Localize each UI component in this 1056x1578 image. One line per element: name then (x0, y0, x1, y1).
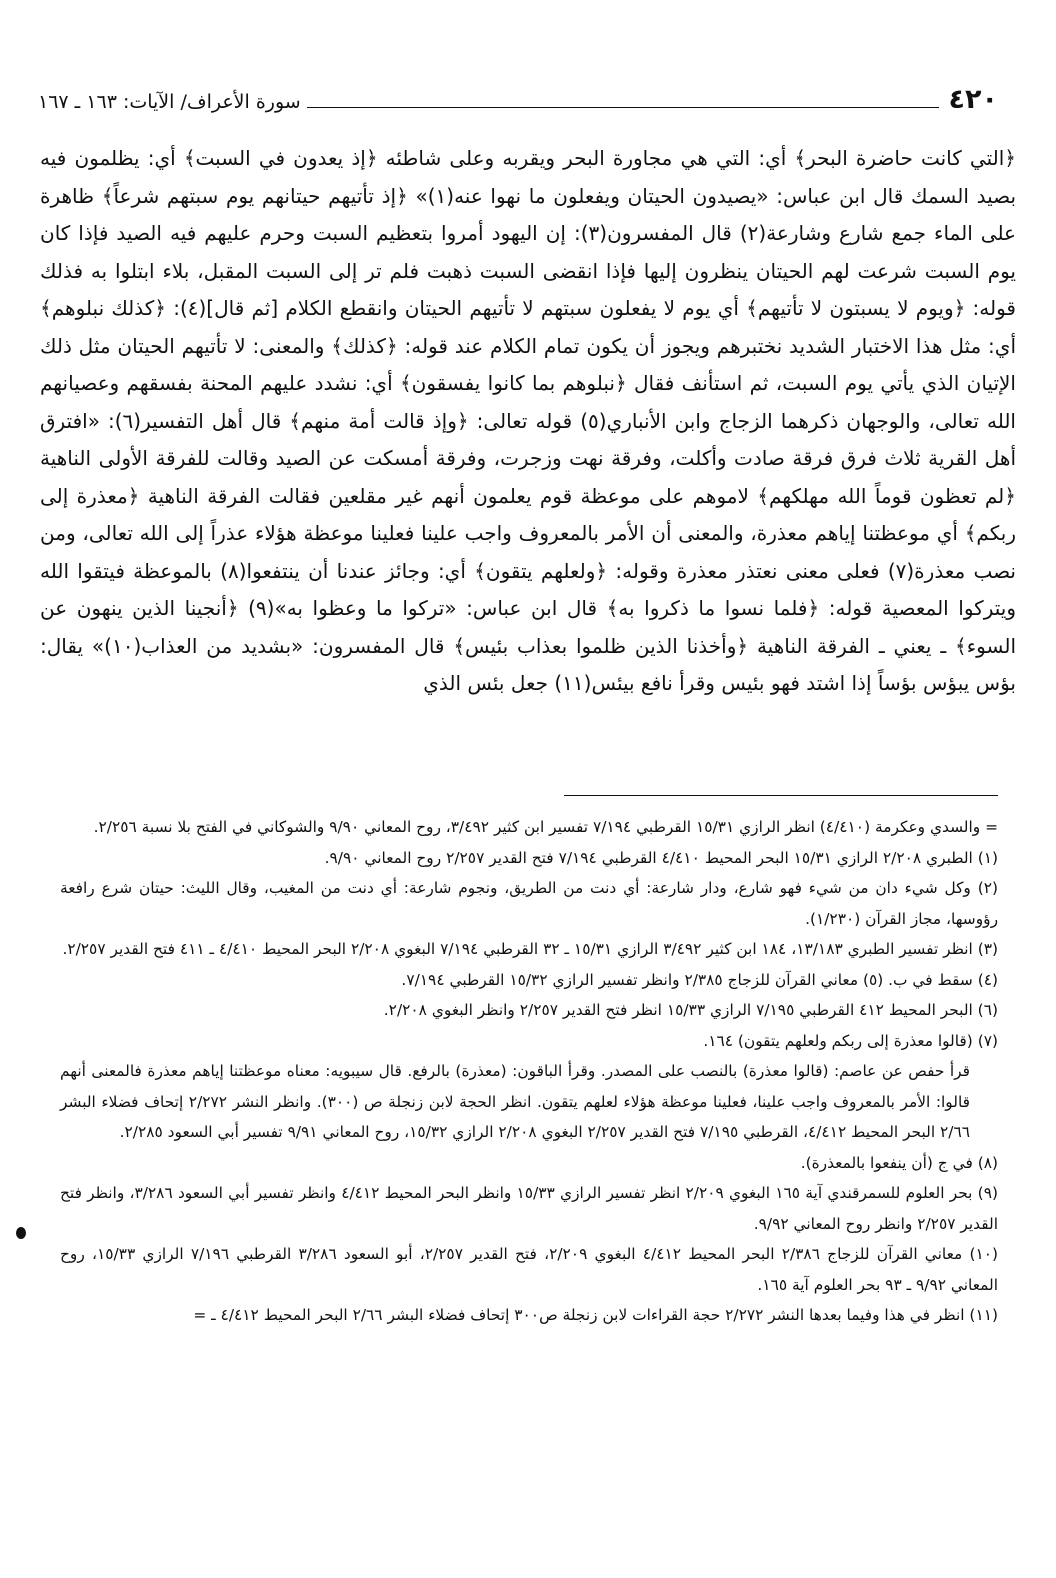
margin-ink-dot (16, 1227, 26, 1239)
footnote-separator (564, 795, 998, 796)
footnote-9: (٩) بحر العلوم للسمرقندي آية ١٦٥ البغوي ٢/٢٠٩ انظر تفسير الرازي ١٥/٣٣ وانظر البحر المحيط ٤/٤١٢ وانظر تفسير أبي السعود ٣/٢٨٦، وانظر فتح القدير ٢/٢٥٧ وانظر روح المعاني ٩/٩٢. (60, 1184, 998, 1233)
header-rule (307, 107, 939, 108)
footnote-11: (١١) انظر في هذا وفيما بعدها النشر ٢/٢٧٢ حجة القراءات لابن زنجلة ص٣٠٠ إتحاف فضلاء البشر ٢/٦٦ البحر المحيط ٤/٤١٢ ـ = (193, 1306, 998, 1324)
footnote-4-5: (٤) سقط في ب. (٥) معاني القرآن للزجاج ٢/٣٨٥ وانظر تفسير الرازي ١٥/٣٢ القرطبي ٧/١٩٤. (401, 970, 998, 989)
footnote-7-note: قرأ حفص عن عاصم: (قالوا معذرة) بالنصب على المصدر. وقرأ الباقون: (معذرة) بالرفع. قال سيبويه: معناه موعظتنا إياهم معذرة فالمعنى أنهم قالوا: الأمر بالمعروف واجب علينا، فعلينا موعظة هؤلاء لعلهم يتقون. انظر الحجة لابن زنجلة ص (٣٠٠). وانظر النشر ٢/٢٧٢ إتحاف فضلاء البشر ٢/٦٦ البحر المحيط ٤/٤١٢، القرطبي ٧/١٩٥ فتح القدير ٢/٢٥٧ البغوي ٢/٢٠٨ الرازي ١٥/٣٢، روح المعاني ٩/٩١ تفسير أبي السعود ٢/٢٨٥. (60, 1062, 970, 1141)
footnote-7: (٧) (قالوا معذرة إلى ربكم ولعلهم يتقون) ١٦٤. (703, 1031, 998, 1050)
footnote-1: (١) الطبري ٢/٢٠٨ الرازي ١٥/٣١ البحر المحيط ٤/٤١٠ القرطبي ٧/١٩٤ فتح القدير ٢/٢٥٧ روح المعاني ٩/٩٠. (324, 848, 998, 867)
footnote-10: (١٠) معاني القرآن للزجاج ٢/٣٨٦ البحر المحيط ٤/٤١٢ البغوي ٢/٢٠٩، فتح القدير ٢/٢٥٧، أبو السعود ٣/٢٨٦ القرطبي ٧/١٩٦ الرازي ١٥/٣٣، روح المعاني ٩/٩٢ ـ ٩٣ بحر العلوم آية ١٦٥. (60, 1245, 999, 1294)
footnote-3: (٣) انظر تفسير الطبري ١٣/١٨٣، ١٨٤ ابن كثير ٣/٤٩٢ الرازي ١٥/٣١ ـ ٣٢ القرطبي ٧/١٩٤ البغوي ٢/٢٠٨ البحر المحيط ٤/٤١٠ ـ ٤١١ فتح القدير ٢/٢٥٧. (62, 940, 998, 958)
footnote-2: (٢) وكل شيء دان من شيء فهو شارع، ودار شارعة: أي دنت من الطريق، ونجوم شارعة: أي دنت من المغيب، وقال الليث: حيتان شرع رافعة رؤوسها، مجاز القرآن (١/٢٣٠). (60, 879, 998, 928)
page-header (38, 82, 998, 114)
page-number: ٤٢٠ (948, 84, 998, 115)
footnote-6: (٦) البحر المحيط ٤١٢ القرطبي ٧/١٩٥ الرازي ١٥/٣٣ انظر فتح القدير ٢/٢٥٧ وانظر البغوي ٢/٢٠٨. (383, 1001, 998, 1019)
footnotes (60, 812, 998, 1331)
running-title: سورة الأعراف/ الآيات: ١٦٣ ـ ١٦٧ (38, 91, 301, 113)
body-text: ﴿التي كانت حاضرة البحر﴾ أي: التي هي مجاورة البحر ويقربه وعلى شاطئه ﴿إذ يعدون في السبت﴾ أي: يظلمون فيه بصيد السمك قال ابن عباس: «يصيدون الحيتان ويفعلون ما نهوا عنه(١)» ﴿إذ تأتيهم حيتانهم يوم سبتهم شرعاً﴾ ظاهرة على الماء جمع شارع وشارعة(٢) قال المفسرون(٣): إن اليهود أمروا بتعظيم السبت وحرم عليهم فيه الصيد فإذا كان يوم السبت شرعت لهم الحيتان ينظرون إليها فإذا انقضى السبت ذهبت فلم تر إلى السبت المقبل، بلاء ابتلوا به فذلك قوله: ﴿ويوم لا يسبتون لا تأتيهم﴾ أي يوم لا يفعلون سبتهم لا تأتيهم الحيتان وانقطع الكلام [ثم قال](٤): ﴿كذلك نبلوهم﴾ أي: مثل هذا الاختبار الشديد نختبرهم ويجوز أن يكون تمام الكلام عند قوله: ﴿كذلك﴾ والمعنى: لا تأتيهم الحيتان مثل ذلك الإتيان الذي يأتي يوم السبت، ثم استأنف فقال ﴿نبلوهم بما كانوا يفسقون﴾ أي: نشدد عليهم المحنة بفسقهم وعصيانهم الله تعالى، والوجهان ذكرهما الزجاج وابن الأنباري(٥) قوله تعالى: ﴿وإذ قالت أمة منهم﴾ قال أهل التفسير(٦): «افترق أهل القرية ثلاث فرق فرقة صادت وأكلت، وفرقة نهت وزجرت، وفرقة أمسكت عن الصيد وقالت للفرقة الأولى الناهية ﴿لم تعظون قوماً الله مهلكهم﴾ لاموهم على موعظة قوم يعلمون أنهم غير مقلعين فقالت الفرقة الناهية ﴿معذرة إلى ربكم﴾ أي موعظتنا إياهم معذرة، والمعنى أن الأمر بالمعروف واجب علينا فعلينا موعظة هؤلاء عذراً إلى الله تعالى، ومن نصب معذرة(٧) فعلى معنى نعتذر معذرة وقوله: ﴿ولعلهم يتقون﴾ أي: وجائز عندنا أن ينتفعوا(٨) بالموعظة فيتقوا الله ويتركوا المعصية قوله: ﴿فلما نسوا ما ذكروا به﴾ قال ابن عباس: «تركوا ما وعظوا به»(٩) ﴿أنجينا الذين ينهون عن السوء﴾ ـ يعني ـ الفرقة الناهية ﴿وأخذنا الذين ظلموا بعذاب بئيس﴾ قال المفسرون: «بشديد من العذاب(١٠)» يقال: بؤس يبؤس بؤساً إذا اشتد فهو بئيس وقرأ نافع بيئس(١١) جعل بئس الذي (40, 146, 1017, 695)
footnote-continuation: = والسدي وعكرمة (٤/٤١٠) انظر الرازي ١٥/٣١ القرطبي ٧/١٩٤ تفسير ابن كثير ٣/٤٩٢، روح المعاني ٩/٩٠ والشوكاني في الفتح بلا نسبة ٢/٢٥٦. (93, 818, 998, 836)
footnote-8: (٨) في ج (أن ينفعوا بالمعذرة). (800, 1153, 998, 1172)
